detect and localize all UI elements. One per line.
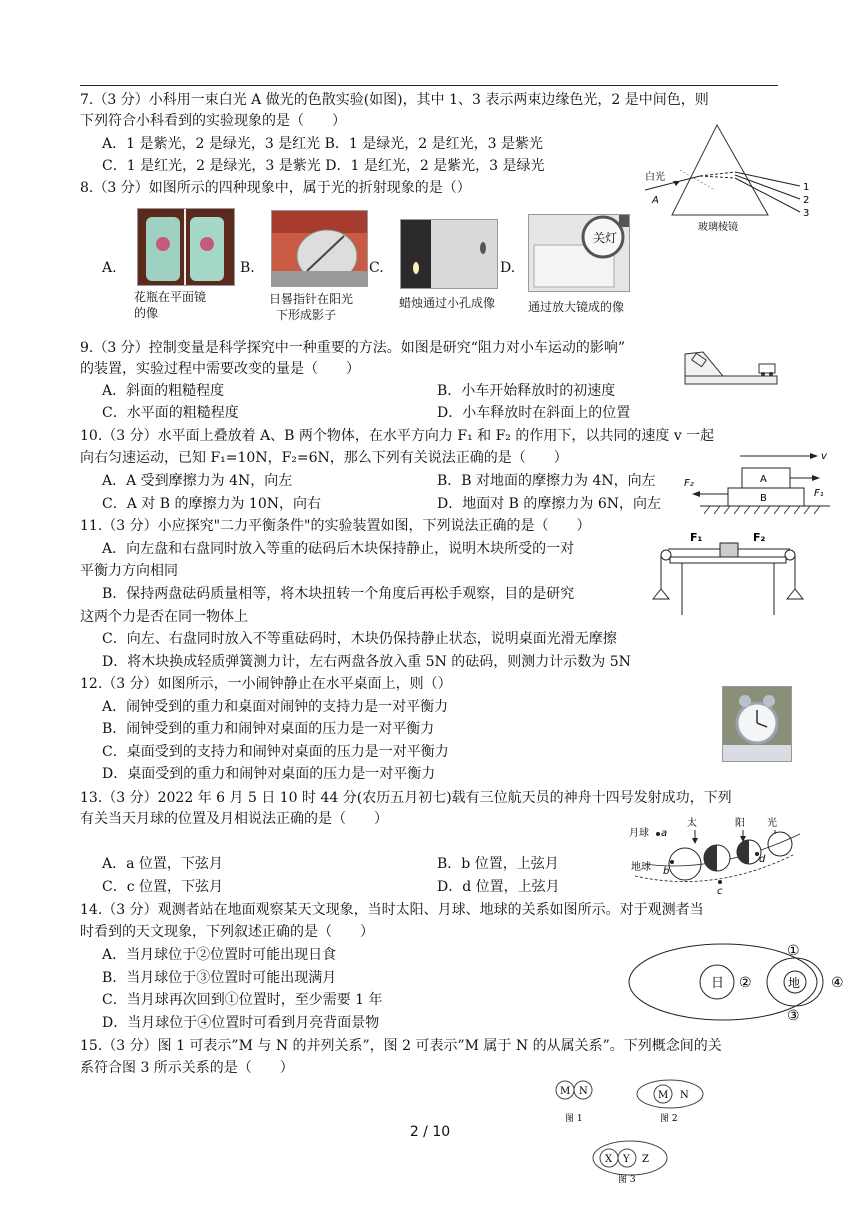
ray-3-label: 3: [803, 208, 810, 219]
q14-stem-line2: 时看到的天文现象，下列叙述正确的是（ ）: [80, 924, 374, 940]
q13-option-d: D．d 位置，上弦月: [437, 879, 560, 895]
pos-a-label: a: [661, 828, 668, 839]
magnifier-photo: [528, 214, 630, 292]
q8-caption-a2: 的像: [134, 306, 159, 320]
q9-stem-line1: 9.（3 分）控制变量是科学探究中一种重要的方法。如图是研究“阻力对小车运动的影响”: [80, 340, 626, 356]
q8-option-b: B.: [240, 260, 255, 276]
q7-options-ab: A．1 是紫光，2 是绿光，3 是红光 B．1 是绿光，2 是红光，3 是紫光: [102, 136, 543, 152]
ray-1-label: 1: [803, 182, 810, 193]
magnifier-sign-text: 关灯: [593, 231, 618, 245]
vase-mirror-photo: [137, 208, 235, 286]
sundial-photo: [271, 210, 368, 287]
page-number: 2 / 10: [409, 1124, 451, 1140]
balance-f1-label: F₁: [690, 531, 703, 544]
two-force-balance-figure: [650, 527, 806, 619]
force-f1-label: F₁: [814, 488, 824, 499]
q12-option-d: D．桌面受到的重力和闹钟对桌面的压力是一对平衡力: [102, 766, 436, 782]
q7-options-cd: C．1 是红光，2 是绿光，3 是紫光 D．1 是红光，2 是紫光，3 是绿光: [102, 158, 545, 174]
pos-d-label: d: [759, 854, 766, 865]
q13-stem-line1: 13.（3 分）2022 年 6 月 5 日 10 时 44 分(农历五月初七)载有三位航天员的神舟十四号发射成功，下列: [80, 790, 732, 806]
header-rule: [80, 85, 778, 86]
q10-option-a: A．A 受到摩擦力为 4N，向左: [102, 473, 293, 489]
q11-option-b2: 这两个力是否在同一物体上: [80, 609, 248, 625]
sun-char-3: 光: [767, 818, 777, 829]
balance-f2-label: F₂: [753, 531, 766, 544]
q12-option-a: A．闹钟受到的重力和桌面对闹钟的支持力是一对平衡力: [102, 699, 449, 715]
prism-label: 玻璃棱镜: [698, 222, 738, 233]
candle-pinhole-photo: [400, 219, 498, 289]
q12-option-c: C．桌面受到的支持力和闹钟对桌面的压力是一对平衡力: [102, 744, 449, 760]
velocity-label: v: [821, 451, 827, 462]
q14-option-d: D．当月球位于④位置时可看到月亮背面景物: [102, 1015, 380, 1031]
q10-stem-line1: 10.（3 分）水平面上叠放着 A、B 两个物体，在水平方向力 F₁ 和 F₂ 的作用下，以共同的速度 v 一起: [80, 428, 715, 444]
moon-label: 月球: [629, 828, 649, 839]
q13-option-b: B．b 位置，上弦月: [437, 856, 559, 872]
q13-option-a: A．a 位置，下弦月: [102, 856, 223, 872]
prism-white-label: 白光: [645, 172, 665, 183]
alarm-clock-photo: [722, 686, 792, 762]
position-3-label: ③: [787, 1008, 800, 1024]
fig1-m-label: M: [560, 1086, 571, 1097]
q11-option-c: C．向左、右盘同时放入不等重砝码时，木块仍保持静止状态，说明桌面光滑无摩擦: [102, 631, 617, 647]
q10-option-d: D．地面对 B 的摩擦力为 6N，向左: [437, 496, 662, 512]
q7-stem-line2: 下列符合小科看到的实验现象的是（ ）: [80, 113, 346, 129]
sun-label: 日: [711, 976, 725, 991]
q7-stem-line1: 7.（3 分）小科用一束白光 A 做光的色散实验(如图)，其中 1、3 表示两束边缘色光，2 是中间色，则: [80, 92, 709, 108]
position-4-label: ④: [831, 975, 844, 991]
q11-option-b1: B．保持两盘砝码质量相等，将木块扭转一个角度后再松手观察，目的是研究: [102, 586, 575, 602]
q8-caption-b2: 下形成影子: [276, 308, 337, 322]
fig1-caption: 图 1: [565, 1114, 583, 1124]
q14-stem-line1: 14.（3 分）观测者站在地面观察某天文现象，当时太阳、月球、地球的关系如图所示。对于观测者当: [80, 902, 704, 918]
earth-label: 地球: [631, 862, 651, 873]
q8-option-c: C.: [369, 260, 384, 276]
block-b-label: B: [760, 493, 767, 504]
position-1-label: ①: [787, 943, 800, 959]
prism-dispersion-figure: [640, 120, 820, 235]
moon-phase-figure: [625, 814, 805, 898]
q10-stem-line2: 向右匀速运动，已知 F₁=10N，F₂=6N，那么下列有关说法正确的是（ ）: [80, 450, 568, 466]
earth-char-label: 地: [788, 976, 801, 990]
q11-option-a2: 平衡力方向相同: [80, 563, 178, 579]
q14-option-c: C．当月球再次回到①位置时，至少需要 1 年: [102, 992, 383, 1008]
q12-option-b: B．闹钟受到的重力和闹钟对桌面的压力是一对平衡力: [102, 721, 435, 737]
fig2-caption: 图 2: [660, 1114, 678, 1124]
fig3-x-label: X: [605, 1154, 613, 1165]
q9-option-b: B．小车开始释放时的初速度: [437, 383, 616, 399]
q9-option-a: A．斜面的粗糙程度: [102, 383, 225, 399]
q8-caption-d: 通过放大镜成的像: [528, 300, 625, 314]
q8-caption-c: 蜡烛通过小孔成像: [399, 296, 496, 310]
fig2-m-label: M: [658, 1090, 669, 1101]
q10-option-b: B．B 对地面的摩擦力为 4N，向左: [437, 473, 656, 489]
q11-option-d: D．将木块换成轻质弹簧测力计，左右两盘各放入重 5N 的砝码，则测力计示数为 5N: [102, 654, 631, 670]
q9-option-c: C．水平面的粗糙程度: [102, 405, 239, 421]
q9-option-d: D．小车释放时在斜面上的位置: [437, 405, 631, 421]
q13-option-c: C．c 位置，下弦月: [102, 879, 224, 895]
fig2-n-label: N: [680, 1090, 689, 1101]
q8-stem: 8.（3 分）如图所示的四种现象中，属于光的折射现象的是（）: [80, 180, 471, 196]
fig1-n-label: N: [579, 1086, 588, 1097]
force-f2-label: F₂: [684, 478, 694, 489]
q15-stem-line1: 15.（3 分）图 1 可表示”M 与 N 的并列关系”，图 2 可表示”M 属于 N 的从属关系”。下列概念间的关: [80, 1038, 722, 1054]
q11-stem: 11.（3 分）小应探究"二力平衡条件"的实验装置如图，下列说法正确的是（ ）: [80, 518, 591, 534]
pos-b-label: b: [663, 866, 670, 877]
stacked-blocks-figure: [680, 448, 830, 520]
q8-option-a: A.: [102, 260, 117, 276]
pos-c-label: c: [717, 886, 723, 897]
ray-2-label: 2: [803, 195, 810, 206]
q8-caption-b1: 日晷指针在阳光: [269, 292, 354, 306]
sun-char-1: 太: [687, 818, 697, 829]
q12-stem: 12.（3 分）如图所示，一小闹钟静止在水平桌面上，则（）: [80, 676, 452, 692]
sun-earth-moon-figure: [625, 940, 850, 1025]
q10-option-c: C．A 对 B 的摩擦力为 10N，向右: [102, 496, 321, 512]
q9-stem-line2: 的装置，实验过程中需要改变的量是（ ）: [80, 361, 360, 377]
q8-caption-a1: 花瓶在平面镜: [134, 290, 207, 304]
q14-option-b: B．当月球位于③位置时可能出现满月: [102, 970, 337, 986]
fig3-caption: 图 3: [618, 1175, 636, 1184]
fig3-y-label: Y: [623, 1154, 630, 1165]
sun-char-2: 阳: [735, 818, 745, 829]
q13-stem-line2: 有关当天月球的位置及月相说法正确的是（ ）: [80, 811, 388, 827]
q11-option-a1: A．向左盘和右盘同时放入等重的砝码后木块保持静止，说明木块所受的一对: [102, 541, 575, 557]
position-2-label: ②: [739, 975, 752, 991]
fig3-z-label: Z: [642, 1154, 649, 1165]
prism-a-label: A: [652, 195, 659, 206]
q14-option-a: A．当月球位于②位置时可能出现日食: [102, 947, 337, 963]
incline-cart-figure: [683, 342, 779, 388]
q15-stem-line2: 系符合图 3 所示关系的是（ ）: [80, 1060, 294, 1076]
q8-option-d: D.: [500, 260, 516, 276]
block-a-label: A: [760, 474, 767, 485]
